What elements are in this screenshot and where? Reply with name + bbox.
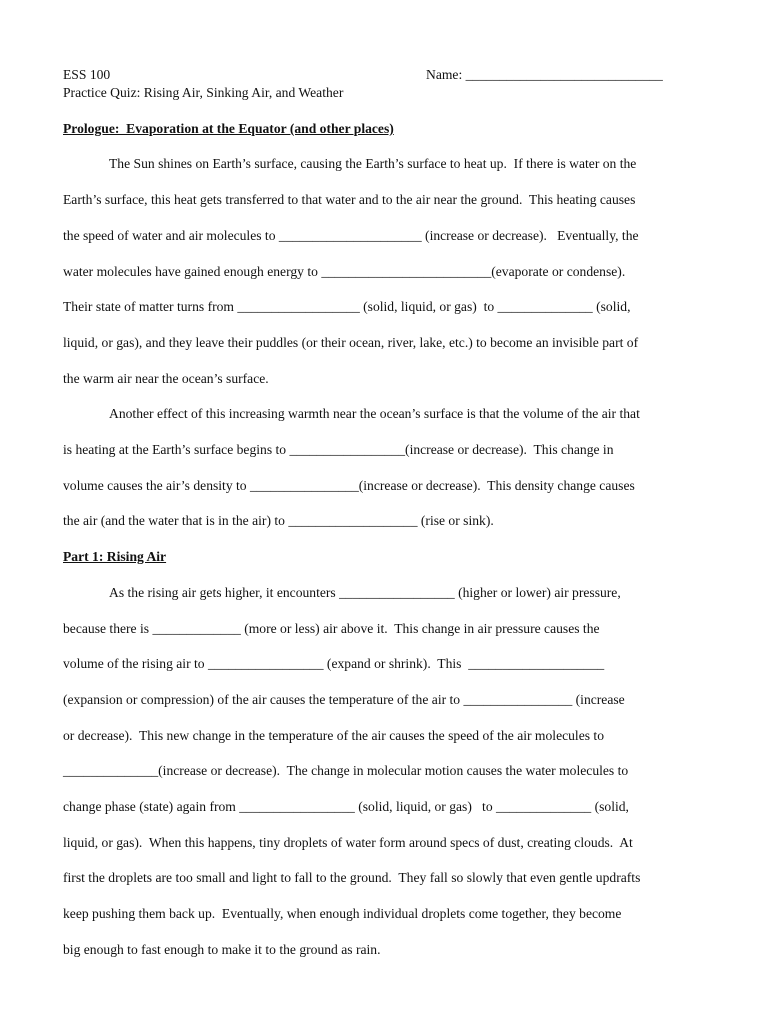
paragraph-line: the warm air near the ocean’s surface. xyxy=(63,371,269,386)
paragraph-line: water molecules have gained enough energy to _________________________(evaporate or condense). xyxy=(63,264,626,279)
paragraph-line: As the rising air gets higher, it encounters _________________ (higher or lower) air pressure, xyxy=(109,585,621,600)
paragraph-line: ______________(increase or decrease). The change in molecular motion causes the water molecules to xyxy=(63,763,629,778)
paragraph-line: the air (and the water that is in the air) to ___________________ (rise or sink). xyxy=(63,513,494,528)
paragraph-line: (expansion or compression) of the air causes the temperature of the air to ________________ (increase xyxy=(63,692,625,707)
quiz-title: Practice Quiz: Rising Air, Sinking Air, and Weather xyxy=(63,85,344,100)
paragraph-line: Earth’s surface, this heat gets transferred to that water and to the air near the ground. This heating causes xyxy=(63,192,636,207)
prologue-heading: Prologue: Evaporation at the Equator (and other places) xyxy=(63,121,394,136)
course-label: ESS 100 xyxy=(63,67,111,82)
paragraph-line: The Sun shines on Earth’s surface, causing the Earth’s surface to heat up. If there is water on the xyxy=(109,156,637,171)
paragraph-line: or decrease). This new change in the temperature of the air causes the speed of the air molecules to xyxy=(63,728,605,743)
paragraph-line: volume of the rising air to _________________ (expand or shrink). This ____________________ xyxy=(63,656,605,671)
paragraph-line: Their state of matter turns from __________________ (solid, liquid, or gas) to ______________ (solid, xyxy=(63,299,631,314)
paragraph-line: liquid, or gas), and they leave their puddles (or their ocean, river, lake, etc.) to become an invisible part of xyxy=(63,335,639,350)
paragraph-line: big enough to fast enough to make it to the ground as rain. xyxy=(63,942,381,957)
paragraph-line: is heating at the Earth’s surface begins to _________________(increase or decrease). This change in xyxy=(63,442,614,457)
paragraph-line: because there is _____________ (more or less) air above it. This change in air pressure causes the xyxy=(63,621,600,636)
paragraph-line: the speed of water and air molecules to _____________________ (increase or decrease). Eventually, the xyxy=(63,228,639,243)
paragraph-line: volume causes the air’s density to ________________(increase or decrease). This density change causes xyxy=(63,478,635,493)
paragraph-line: change phase (state) again from _________________ (solid, liquid, or gas) to ______________ (solid, xyxy=(63,799,629,814)
paragraph-line: keep pushing them back up. Eventually, when enough individual droplets come together, they become xyxy=(63,906,622,921)
part1-heading: Part 1: Rising Air xyxy=(63,549,167,564)
paragraph-line: liquid, or gas). When this happens, tiny droplets of water form around specs of dust, creating clouds. At xyxy=(63,835,633,850)
paragraph-line: first the droplets are too small and light to fall to the ground. They fall so slowly that even gentle updrafts xyxy=(63,870,641,885)
name-field-label: Name: _____________________________ xyxy=(426,67,663,82)
paragraph-line: Another effect of this increasing warmth near the ocean’s surface is that the volume of the air that xyxy=(109,406,640,421)
